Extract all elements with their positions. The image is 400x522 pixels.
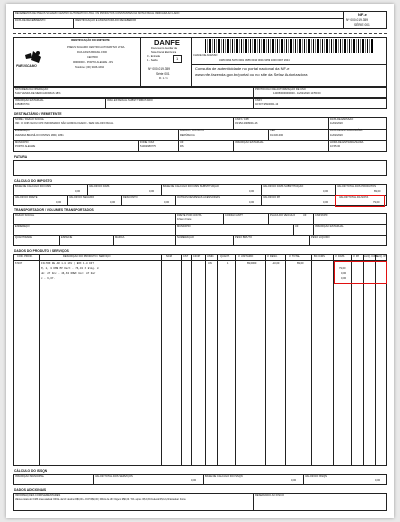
- cell-right-value-1: 79,00: [339, 267, 346, 270]
- transp-placa-label: PLACA DO VEÍCULO: [270, 213, 296, 217]
- transp-municipio-label: MUNICÍPIO: [177, 224, 191, 228]
- dest-emissao-label: DATA DE EMISSÃO: [330, 117, 354, 121]
- issqn-total-label: VALOR TOTAL DOS SERVIÇOS: [95, 474, 133, 478]
- emitente-name: PNEUS SCHAMO CENTRO AUTOMATIVO LTDA.: [67, 46, 126, 49]
- th-v-icms: V. ICMS: [335, 254, 345, 258]
- th-aliq-ipi: ALÍQ. IPI: [376, 254, 387, 258]
- transp-frete-value: 9-Sem Frete: [177, 218, 192, 221]
- logo-text: PNEUSCAMO: [16, 64, 37, 68]
- dest-saida-label: DATA DE ENTRADA/SAÍDA: [330, 129, 363, 132]
- ipi-value: 0,00: [323, 200, 329, 204]
- receiver-sign-label: IDENTIFICAÇÃO E ASSINATURA DO RECEBEDOR: [75, 19, 137, 22]
- th-quant: QUANT.: [220, 254, 230, 258]
- icms-label: VALOR DO ICMS: [89, 184, 110, 188]
- transp-uf2-label: UF: [295, 224, 299, 228]
- access-key-barcode: [205, 39, 373, 53]
- inscricao-box: [13, 98, 387, 109]
- ie-label: INSCRIÇÃO ESTADUAL: [15, 98, 44, 102]
- emitente-title: IDENTIFICAÇÃO DO EMITENTE: [71, 39, 110, 42]
- produtos-table: [13, 254, 387, 466]
- total-nota-highlight: [335, 195, 385, 207]
- emitente-street: RUA ASSIS BRASIL 1500: [77, 51, 107, 54]
- transp-numeracao-label: NUMERAÇÃO: [177, 235, 194, 239]
- info-compl-value: Valores totais do ICMS interestadual: DIFAL da UF destino R$0,00 + FCP R$0,00 | DIFAL da UF Origem R$0,00. Trib. aprox. R$ 9,36 Federal R$ 12,22 Estadual. Fonte: [15, 499, 186, 501]
- imposto-section: CÁLCULO DO IMPOSTO: [14, 179, 53, 183]
- cell-right-value-3: 0,00: [341, 277, 347, 280]
- th-cfop: CFOP: [193, 254, 201, 258]
- info-compl-label: INFORMAÇÕES COMPLEMENTARES: [15, 493, 61, 497]
- issqn-bc-label: BASE DE CÁLCULO DO ISSQN: [205, 474, 243, 478]
- fatura-box: [13, 160, 387, 176]
- frete-value: 0,00: [56, 200, 62, 204]
- dest-cep-value: 91.030-000: [270, 133, 284, 137]
- issqn-total-value: 0,00: [191, 479, 197, 482]
- dest-municipio-label: MUNICÍPIO: [15, 140, 29, 144]
- desconto-value: 0,00: [164, 200, 170, 204]
- transp-pb-label: PESO BRUTO: [235, 235, 252, 239]
- transp-especie-label: ESPÉCIE: [61, 235, 73, 239]
- transportador-section: TRANSPORTADOR / VOLUMES TRANSPORTADOS: [14, 208, 94, 212]
- cell-vunit: 89,0000: [247, 262, 257, 265]
- issqn-box: [13, 474, 387, 485]
- danfe-number: Nº 000.019.359: [148, 67, 171, 71]
- th-v-ipi: V. IPI: [353, 254, 360, 258]
- document-page: [6, 4, 394, 518]
- natureza-box: [13, 87, 387, 98]
- chave-label: CHAVE DE ACESSO: [193, 54, 218, 57]
- ipi-label: VALOR DO IPI: [263, 195, 281, 199]
- th-codigo: CÓD. PROD.: [17, 254, 33, 258]
- bc-icms-label: BASE DE CÁLCULO DO ICMS: [15, 184, 52, 188]
- bc-icms-st-value: 0,00: [249, 189, 255, 193]
- dest-saida-value: 11/02/2020: [330, 133, 343, 137]
- th-ncm: NCM: [166, 254, 172, 258]
- transp-cnpj-label: CNPJ/CPF: [315, 213, 328, 217]
- transp-uf-label: UF: [303, 213, 307, 217]
- dest-uf-value: RS: [180, 145, 184, 148]
- dest-cep-label: CEP: [270, 129, 276, 132]
- dest-cnpj-label: CNPJ / CPF: [235, 117, 250, 121]
- dest-bairro-value: REPÚBLICA: [180, 133, 195, 137]
- dest-fone-value: 51002689775: [140, 145, 156, 148]
- produtos-section: DADOS DO PRODUTO / SERVIÇOS: [14, 249, 69, 253]
- cut-line: [13, 33, 387, 34]
- dest-hora-value: 10:55:00: [330, 145, 341, 148]
- natureza-value: 5102 VENDA DE MERCADORIAS 18%: [15, 92, 61, 95]
- dest-nome-label: NOME / RAZÃO SOCIAL: [15, 117, 45, 121]
- protocolo-label: PROTOCOLO DE AUTORIZAÇÃO DE USO: [255, 87, 306, 91]
- fatura-section: FATURA: [14, 155, 28, 159]
- th-unid: UNID.: [207, 254, 215, 258]
- transp-ie-label: INSCRIÇÃO ESTADUAL: [315, 224, 344, 228]
- cell-right-value-2: 0,00: [341, 272, 347, 275]
- ie-st-label: INSC.ESTADUAL SUBST.TRIBUTÁRIO: [107, 98, 153, 102]
- bc-icms-value: 0,00: [75, 189, 81, 193]
- transp-frete-label: FRETE POR CONTA: [177, 213, 202, 217]
- issqn-im-label: INSCRIÇÃO MUNICIPAL: [15, 474, 45, 478]
- th-vunit: V. UNITÁRIO: [238, 254, 254, 258]
- transportador-box: [13, 213, 387, 246]
- outras-label: OUTRAS DESPESAS ACESSÓRIAS: [177, 195, 220, 199]
- transp-antt-label: CÓDIGO ANTT: [225, 213, 243, 217]
- dest-bairro-label: BAIRRO / DISTRITO: [180, 129, 205, 132]
- danfe-sub2: Nota Fiscal Eletrônica: [151, 50, 177, 54]
- cell-vtotal: 89,00: [297, 262, 304, 265]
- frete-label: VALOR DO FRETE: [15, 195, 38, 199]
- canhoto-text: RECEBEMOS DE PNEUS SCHAMO CENTRO AUTOMATIVO LTDA. OS PRODUTOS CONSTANTES DA NOTA FISCAL INDICADA AO LADO: [15, 12, 180, 15]
- th-aliq-icms: ALÍQ. ICMS: [364, 254, 378, 258]
- th-descricao: DESCRIÇÃO DO PRODUTO / SERVIÇO: [63, 254, 111, 258]
- icms-st-label: VALOR DO ICMS SUBSTITUIÇÃO: [263, 184, 304, 188]
- seguro-label: VALOR DO SEGURO: [69, 195, 95, 199]
- danfe-folha: Fl. 1 / 1: [159, 77, 168, 80]
- cell-desc-line4: c - 6,67.: [41, 277, 56, 280]
- dest-municipio-value: PORTO ALEGRE: [15, 145, 36, 148]
- canhoto-number: Nº 000.019.359: [346, 17, 369, 22]
- th-vtotal: V. TOTAL: [289, 254, 301, 258]
- icms-value: 0,00: [149, 189, 155, 193]
- dest-endereco-value: AVENIDA BRASÍLIO FONTES 1860, 1861: [15, 133, 64, 137]
- transp-razao-label: RAZÃO SOCIAL: [15, 213, 35, 217]
- reservado-fisco-label: RESERVADO AO FISCO: [255, 493, 285, 497]
- cell-desc-line2: M, 2, 0 DMB MP Dart - 76,32 X Elig. 8: [41, 267, 99, 270]
- cnpj-label: CNPJ: [255, 98, 262, 102]
- outras-value: 0,00: [249, 200, 255, 204]
- total-produtos-label: VALOR TOTAL DOS PRODUTOS: [337, 184, 377, 188]
- emitente-phone: Telefone: (00) 3026-1694: [75, 66, 104, 69]
- danfe-sub1: Documento Auxiliar da: [151, 47, 177, 50]
- dest-uf-label: UF: [180, 140, 184, 144]
- consulta-line2: www.nfe.fazenda.gov.br/portal ou no site da Sefaz Autorizadora: [195, 72, 308, 77]
- consulta-line1: Consulta de autenticidade no portal nacional da NF-e: [195, 66, 290, 71]
- receipt-date-label: DATA DE RECEBIMENTO: [15, 19, 46, 22]
- transp-qtd-label: QUANTIDADE: [15, 235, 33, 239]
- dest-hora-label: HORA DE ENTRADA/SAÍDA: [330, 140, 364, 144]
- canhoto-serie: SÉRIE 001: [354, 22, 370, 27]
- issqn-valor-label: VALOR DO ISSQN: [305, 474, 328, 478]
- ie-value: 1650897704: [15, 103, 30, 106]
- emitente-district: CENTRO: [87, 56, 98, 59]
- cell-code: 67167: [15, 262, 23, 265]
- th-bc-icms: BC ICMS: [314, 254, 325, 258]
- transp-endereco-label: ENDEREÇO: [15, 224, 30, 228]
- desconto-label: DESCONTO: [123, 195, 138, 199]
- icms-st-value: 0,00: [323, 189, 329, 193]
- danfe-serie: Série 001: [156, 72, 170, 76]
- emitente-city: 96900000 - PORTO ALEGRE - RS: [73, 61, 113, 64]
- danfe-saida: 1 - Saída: [147, 59, 158, 62]
- danfe-entrada: 0 - Entrada: [147, 55, 160, 58]
- cell-vdesc: -10,00: [272, 262, 280, 265]
- transp-marca-label: MARCA: [115, 235, 125, 239]
- dest-ie-label: INSCRIÇÃO ESTADUAL: [235, 140, 264, 144]
- total-nota-label: VALOR TOTAL DA NOTA: [339, 195, 369, 199]
- dest-endereco-label: ENDEREÇO: [15, 129, 30, 132]
- cell-qty: 1: [227, 262, 229, 265]
- cell-desc-line3: ub: 27 Dcv - 46,63 DOWF Ucc: 87 Dar: [41, 272, 96, 275]
- cell-desc-line1: FILTRO DE AR 1.0 16V | BOX 1.0 DIT: [41, 262, 94, 265]
- th-cst: CST: [183, 254, 189, 258]
- destinatario-section: DESTINATÁRIO / REMETENTE: [14, 112, 62, 116]
- adicionais-section: DADOS ADICIONAIS: [14, 488, 47, 492]
- danfe-document: [13, 11, 387, 511]
- issqn-bc-value: 0,00: [291, 479, 297, 482]
- danfe-title: DANFE: [154, 38, 180, 47]
- issqn-valor-value: 0,00: [375, 479, 381, 482]
- dest-fone-label: FONE / FAX: [140, 140, 155, 144]
- cell-unit: UN: [208, 262, 212, 265]
- total-nota-value: 79,00: [373, 200, 380, 204]
- seguro-value: 0,00: [110, 200, 116, 204]
- th-vdesc: V. DESC.: [267, 254, 278, 258]
- adicionais-box: [13, 493, 387, 511]
- danfe-tipo: 1: [176, 56, 179, 61]
- natureza-label: NATUREZA DA OPERAÇÃO: [15, 87, 49, 91]
- canhoto-nfe: NF-e: [358, 12, 367, 17]
- cnpj-value: 02.507.959/0001-13: [255, 103, 279, 106]
- dest-emissao-value: 11/02/2020: [330, 122, 343, 125]
- total-produtos-value: 89,00: [374, 189, 381, 193]
- transp-pl-label: PESO LÍQUIDO: [311, 235, 330, 239]
- bc-icms-st-label: BASE DE CÁLCULO DO ICMS SUBSTITUIÇÃO: [163, 184, 219, 188]
- protocolo-value: 143050000000000 - 11/02/2020 10:55:00: [273, 92, 321, 95]
- product-values-highlight: [334, 261, 387, 284]
- dest-nome-value: INF.: O CNPJ E/OU CPF INFORMADO NÃO HOMOLOGADO - SEM VALOR FISCAL: [15, 122, 114, 125]
- issqn-section: CÁLCULO DO ISSQN: [14, 469, 48, 473]
- chave-value: 4305 0094 5476 0001 0955 0010 0001 9359 1000 0007 2644: [219, 58, 290, 62]
- dest-cnpj-value: 03.952.2908001-16: [235, 122, 258, 125]
